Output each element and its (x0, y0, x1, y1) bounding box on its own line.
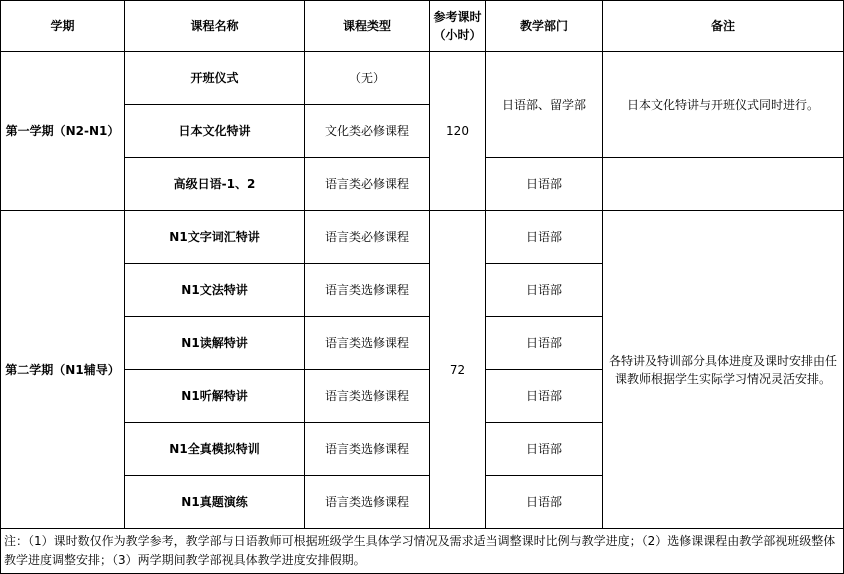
table-row (1, 158, 844, 211)
header-course-type: 课程类型 (305, 1, 430, 52)
course-name: N1全真模拟特训 (125, 423, 305, 476)
course-department: 日语部 (486, 423, 603, 476)
course-type: 语言类选修课程 (305, 476, 430, 529)
header-remarks: 备注 (603, 1, 844, 52)
header-department: 教学部门 (486, 1, 603, 52)
term2-label: 第二学期（N1辅导） (1, 211, 125, 529)
term1-department: 日语部、留学部 (486, 52, 603, 158)
header-term: 学期 (1, 1, 125, 52)
course-name: N1文字词汇特讲 (125, 211, 305, 264)
course-type: 语言类必修课程 (305, 158, 430, 211)
course-type: 语言类选修课程 (305, 264, 430, 317)
header-hours: 参考课时（小时） (430, 1, 486, 52)
course-name: N1真题演练 (125, 476, 305, 529)
course-department: 日语部 (486, 211, 603, 264)
course-type: （无） (305, 52, 430, 105)
course-name: 开班仪式 (125, 52, 305, 105)
course-department: 日语部 (486, 476, 603, 529)
term2-hours: 72 (430, 211, 486, 529)
course-department: 日语部 (486, 158, 603, 211)
course-department: 日语部 (486, 264, 603, 317)
term1-label: 第一学期（N2-N1） (1, 52, 125, 211)
course-type: 文化类必修课程 (305, 105, 430, 158)
course-department: 日语部 (486, 370, 603, 423)
term2-remark: 各特讲及特训部分具体进度及课时安排由任课教师根据学生实际学习情况灵活安排。 (603, 211, 844, 529)
course-name: N1听解特讲 (125, 370, 305, 423)
course-type: 语言类选修课程 (305, 423, 430, 476)
course-name: 高级日语-1、2 (125, 158, 305, 211)
course-name: 日本文化特讲 (125, 105, 305, 158)
course-name: N1读解特讲 (125, 317, 305, 370)
table-row (1, 211, 844, 264)
course-type: 语言类必修课程 (305, 211, 430, 264)
course-department: 日语部 (486, 317, 603, 370)
footnote: 注：（1）课时数仅作为教学参考，教学部与日语教师可根据班级学生具体学习情况及需求适当调整课时比例与教学进度；（2）选修课课程由教学部视班级整体教学进度调整安排；（3）两学期间教学部视具体教学进度安排假期。 (1, 529, 844, 574)
course-type: 语言类选修课程 (305, 317, 430, 370)
term1-hours: 120 (430, 52, 486, 211)
term1-remark-empty (603, 158, 844, 211)
table-row (1, 52, 844, 105)
term1-remark: 日本文化特讲与开班仪式同时进行。 (603, 52, 844, 158)
header-row (1, 1, 844, 52)
course-name: N1文法特讲 (125, 264, 305, 317)
header-course-name: 课程名称 (125, 1, 305, 52)
course-type: 语言类选修课程 (305, 370, 430, 423)
note-row (1, 529, 844, 574)
